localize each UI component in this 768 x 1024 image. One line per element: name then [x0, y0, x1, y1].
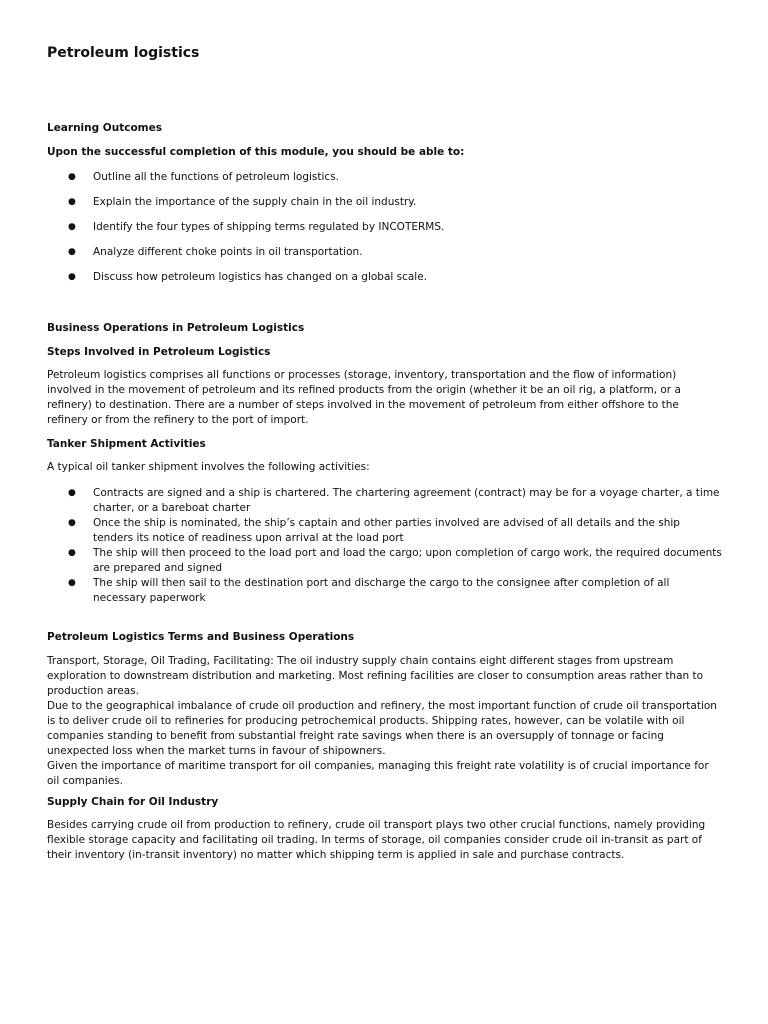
list-item	[47, 546, 723, 576]
terms-heading: Petroleum Logistics Terms and Business Operations	[47, 631, 355, 643]
bullet-icon: ●	[68, 197, 76, 207]
list-item-text: Outline all the functions of petroleum logistics.	[93, 171, 340, 183]
list-item-text: Contracts are signed and a ship is chartered. The chartering agreement (contract) may be for a voyage charter, a time charter, or a bareboat charter	[93, 487, 720, 514]
list-item-text: Analyze different choke points in oil transportation.	[93, 246, 363, 258]
bullet-icon: ●	[68, 518, 76, 528]
supply-chain-paragraph: Besides carrying crude oil from production to refinery, crude oil transport plays two other crucial functions, namely providing flexible storage capacity and facilitating oil trading. In terms of storage, oil companies consider crude oil in-transit as part of their inventory (in-transit inventory) no matter which shipping term is applied in sale and purchase contracts.	[47, 819, 706, 861]
terms-body	[47, 654, 723, 789]
list-item	[47, 170, 723, 185]
business-operations-heading: Business Operations in Petroleum Logistics	[47, 322, 305, 334]
bullet-icon: ●	[68, 272, 76, 282]
list-item-text: Once the ship is nominated, the ship’s captain and other parties involved are advised of all details and the ship tenders its notice of readiness upon arrival at the load port	[93, 517, 680, 544]
list-item-text: Identify the four types of shipping terms regulated by INCOTERMS.	[93, 221, 445, 233]
supply-chain-heading: Supply Chain for Oil Industry	[47, 796, 219, 808]
learning-outcomes-heading: Learning Outcomes	[47, 122, 162, 134]
tanker-heading: Tanker Shipment Activities	[47, 438, 206, 450]
bullet-icon: ●	[68, 172, 76, 182]
list-item	[47, 245, 723, 260]
bullet-icon: ●	[68, 578, 76, 588]
list-item	[47, 486, 723, 516]
terms-paragraph: Due to the geographical imbalance of crude oil production and refinery, the most important function of crude oil transportation is to deliver crude oil to refineries for producing petrochemical products. Shipping rates, however, can be volatile with oil companies standing to benefit from substantial freight rate savings when there is an oversupply of tonnage or facing unexpected loss when the market turns in favour of shipowners.	[47, 700, 717, 757]
tanker-activities-list	[47, 486, 723, 606]
list-item	[47, 195, 723, 210]
steps-heading: Steps Involved in Petroleum Logistics	[47, 346, 271, 358]
learning-outcomes-list	[47, 170, 723, 295]
list-item	[47, 516, 723, 546]
list-item	[47, 270, 723, 285]
document-title: Petroleum logistics	[47, 45, 200, 61]
bullet-icon: ●	[68, 548, 76, 558]
list-item-text: Discuss how petroleum logistics has changed on a global scale.	[93, 271, 428, 283]
bullet-icon: ●	[68, 488, 76, 498]
terms-paragraph: Given the importance of maritime transport for oil companies, managing this freight rate volatility is of crucial importance for oil companies.	[47, 760, 709, 787]
list-item	[47, 220, 723, 235]
list-item	[47, 576, 723, 606]
list-item-text: The ship will then sail to the destination port and discharge the cargo to the consignee after completion of all necessary paperwork	[93, 577, 670, 604]
tanker-intro: A typical oil tanker shipment involves the following activities:	[47, 461, 370, 473]
list-item-text: Explain the importance of the supply chain in the oil industry.	[93, 196, 417, 208]
bullet-icon: ●	[68, 247, 76, 257]
list-item-text: The ship will then proceed to the load port and load the cargo; upon completion of cargo work, the required documents are prepared and signed	[93, 547, 722, 574]
bullet-icon: ●	[68, 222, 76, 232]
learning-outcomes-intro: Upon the successful completion of this module, you should be able to:	[47, 146, 465, 158]
steps-paragraph: Petroleum logistics comprises all functions or processes (storage, inventory, transportation and the flow of information) involved in the movement of petroleum and its refined products from the origin (whether it be an oil rig, a platform, or a refinery) to destination. There are a number of steps involved in the movement of petroleum from either offshore to the refinery or from the refinery to the port of import.	[47, 369, 681, 426]
terms-paragraph: Transport, Storage, Oil Trading, Facilitating: The oil industry supply chain contains eight different stages from upstream exploration to downstream distribution and marketing. Most refining facilities are closer to consumption areas rather than to production areas.	[47, 655, 704, 697]
